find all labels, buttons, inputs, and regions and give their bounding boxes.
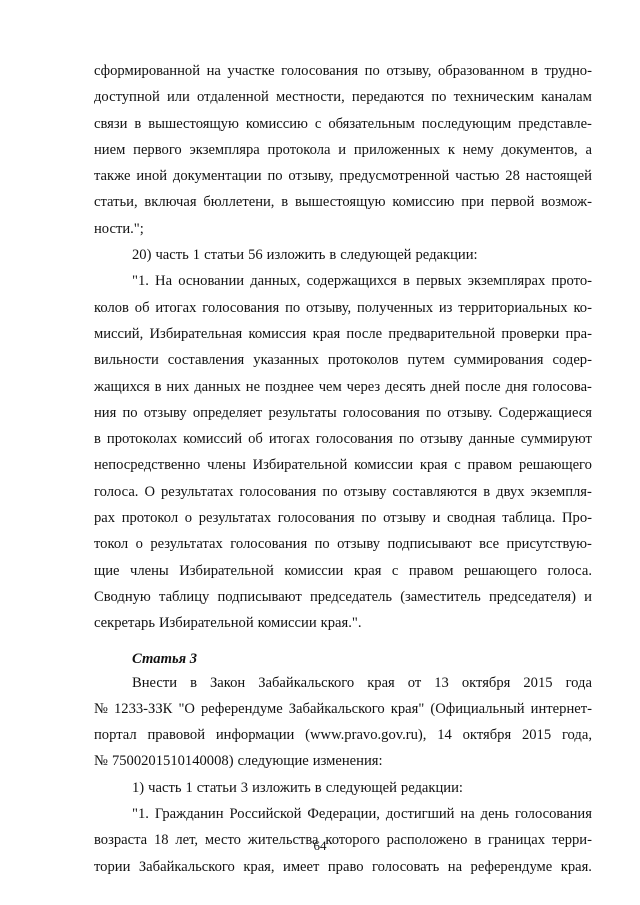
text-line: доступной или отдаленной местности, передаются по техническим каналам — [94, 89, 592, 106]
text-line: статьи, включая бюллетени, в вышестоящую комиссию при первой возмож- — [94, 194, 592, 211]
text-line: ности."; — [94, 220, 144, 237]
text-line: возраста 18 лет, место жительства которого расположено в границах терри- — [94, 832, 592, 849]
text-line: № 1233-ЗЗК "О референдуме Забайкальского края" (Официальный интернет- — [94, 700, 592, 717]
text-line: миссий, Избирательная комиссия края после предварительной проверки пра- — [94, 325, 592, 342]
text-line: токол о результатах голосования по отзыву подписывают все присутствую- — [94, 536, 592, 553]
text-line: колов об итогах голосования по отзыву, полученных из территориальных ко- — [94, 299, 592, 316]
text-line: "1. Гражданин Российской Федерации, достигший на день голосования — [132, 806, 592, 823]
text-line: голоса. О результатах голосования по отзыву составляются в двух экземпля- — [94, 483, 592, 500]
text-line: 20) часть 1 статьи 56 изложить в следующей редакции: — [132, 247, 478, 264]
text-line: нием первого экземпляра протокола и приложенных к нему документов, а — [94, 141, 592, 158]
text-line: непосредственно члены Избирательной комиссии края с правом решающего — [94, 457, 592, 474]
text-line: в протоколах комиссий об итогах голосования по отзыву данные суммируют — [94, 431, 592, 448]
article-heading: Статья 3 — [132, 650, 198, 667]
text-line: вильности составления указанных протоколов путем суммирования содер- — [94, 352, 592, 369]
text-line: ния по отзыву определяет результаты голосования по отзыву. Содержащиеся — [94, 404, 592, 421]
text-line: Внести в Закон Забайкальского края от 13 октября 2015 года — [132, 674, 592, 691]
text-line: № 7500201510140008) следующие изменения: — [94, 753, 383, 770]
text-line: "1. На основании данных, содержащихся в первых экземплярах прото- — [132, 273, 592, 290]
paragraph-block-article-2 — [94, 58, 592, 637]
document-page — [94, 58, 592, 880]
text-line: рах протокол о результатах голосования по отзыву и сводная таблица. Про- — [94, 510, 592, 527]
text-line: жащихся в них данных не позднее чем через десять дней после дня голосова- — [94, 378, 592, 395]
text-line: щие члены Избирательной комиссии края с правом решающего голоса. — [94, 562, 592, 579]
text-line: секретарь Избирательной комиссии края.". — [94, 615, 362, 632]
text-line: тории Забайкальского края, имеет право голосовать на референдуме края. — [94, 858, 592, 875]
page-number: 64 — [313, 838, 327, 853]
text-line: Сводную таблицу подписывают председатель (заместитель председателя) и — [94, 588, 592, 605]
text-line: 1) часть 1 статьи 3 изложить в следующей редакции: — [132, 779, 463, 796]
text-line: также иной документации по отзыву, предусмотренной частью 28 настоящей — [94, 168, 592, 185]
text-line: связи в вышестоящую комиссию с обязательным последующим представле- — [94, 115, 592, 132]
text-line: сформированной на участке голосования по отзыву, образованном в трудно- — [94, 63, 592, 79]
text-line: портал правовой информации (www.pravo.gov.ru), 14 октября 2015 года, — [94, 727, 592, 744]
